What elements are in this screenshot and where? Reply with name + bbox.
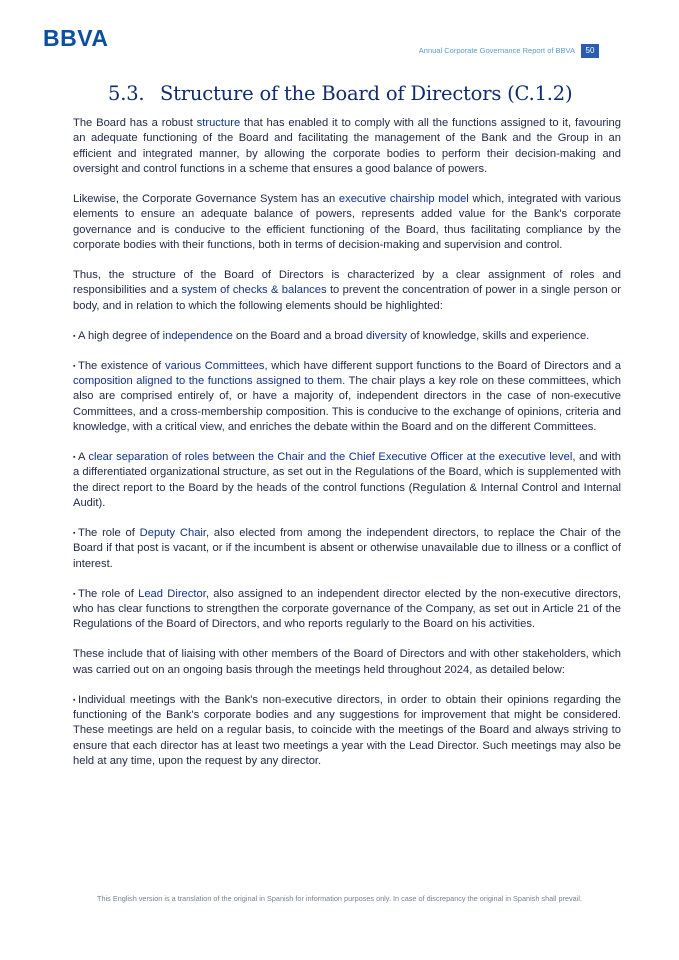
bullet-icon: ▪ [73,332,76,340]
section-number: 5.3. [108,82,145,105]
paragraph-structure: The Board has a robust structure that has enabled it to comply with all the functions assigned to it, favouring an adequate functioning of the Board and facilitating the management of the Bank and the Group in an efficient and integrated manner, by allowing the corporate bodies to perform their decision-making and oversight and control functions in a scheme that ensures a good balance of powers. [73,117,621,175]
bullet-icon: ▪ [73,696,76,704]
section-heading [108,82,588,105]
paragraph-checks-balances: Thus, the structure of the Board of Directors is characterized by a clear assignment of roles and responsibilities and a system of checks & balances to prevent the concentration of power in a single person or body, and in relation to which the following elements should be highlighted: [73,268,621,312]
bullet-committees: ▪ The existence of various Committees, which have different support functions to the Board of Directors and a composition aligned to the functions assigned to them. The chair plays a key role on these committees, which also are comprised entirely of, or have a majority of, independent directors in the case of non-executive Committees, and a cross-membership composition. This is conducive to the exchange of opinions, criteria and knowledge, with a critical view, and enriches the debate within the Board and on the different Committees. [73,359,622,433]
report-title: Annual Corporate Governance Report of BBVA [418,46,575,56]
paragraph-liaising: These include that of liaising with other members of the Board of Directors and with other stakeholders, which was carried out on an ongoing basis through the meetings held throughout 2024, as detailed below: [73,648,621,676]
bullet-individual-meetings: ▪ Individual meetings with the Bank's non-executive directors, in order to obtain their opinions regarding the functioning of the Bank's corporate bodies and any suggestions for improvement that might be considered. These meetings are held on a regular basis, to coincide with the meetings of the Board and always striving to ensure that each director has at least two meetings a year with the Lead Director. Such meetings may also be held at any time, upon the request by any director. [73,693,621,767]
bullet-icon: ▪ [73,590,76,598]
bullet-icon: ▪ [73,362,76,370]
highlight-executive-chairship: executive chairship model [338,192,469,205]
section-title: Structure of the Board of Directors (C.1.2) [160,82,573,105]
bullet-deputy-chair: ▪ The role of Deputy Chair, also elected from among the independent directors, to replace the Chair of the Board if that post is vacant, or if the incumbent is absent or otherwise unavailable due to illness or a conflict of interest. [73,527,621,570]
bullet-icon: ▪ [73,454,76,462]
body-text [73,116,621,784]
bullet-independence: ▪ A high degree of independence on the Board and a broad diversity of knowledge, skills and experience. [73,329,621,344]
highlight-structure: structure [196,117,241,129]
bullet-role-separation: ▪ A clear separation of roles between the Chair and the Chief Executive Officer at the executive level, and with a differentiated organizational structure, as set out in the Regulations of the Board, which is supplemented with the direct report to the Board by the heads of the control functions (Regulation & Internal Control and Internal Audit). [73,451,622,509]
bullet-icon: ▪ [73,530,76,538]
footer-disclaimer: This English version is a translation of the original in Spanish for information purposes only. In case of discrepancy the original in Spanish shall prevail. [97,894,582,903]
bullet-lead-director: ▪ The role of Lead Director, also assigned to an independent director elected by the non-executive directors, who has clear functions to strengthen the corporate governance of the Company, as set out in Article 21 of the Regulations of the Board of Directors, and who reports regularly to the Board on his activities. [73,587,622,631]
bbva-logo: BBVA [43,25,109,51]
highlight-checks-balances: system of checks & balances [181,284,327,297]
page-header [419,44,599,58]
page-number: 50 [581,44,599,58]
paragraph-chairship: Likewise, the Corporate Governance System has an executive chairship model which, integrated with various elements to ensure an adequate balance of powers, represents added value for the Bank's corporate governance and is conducive to the efficient functioning of the Board, thus facilitating compliance by the corporate bodies with their functions, both in terms of decision-making and supervision and control. [73,192,621,251]
